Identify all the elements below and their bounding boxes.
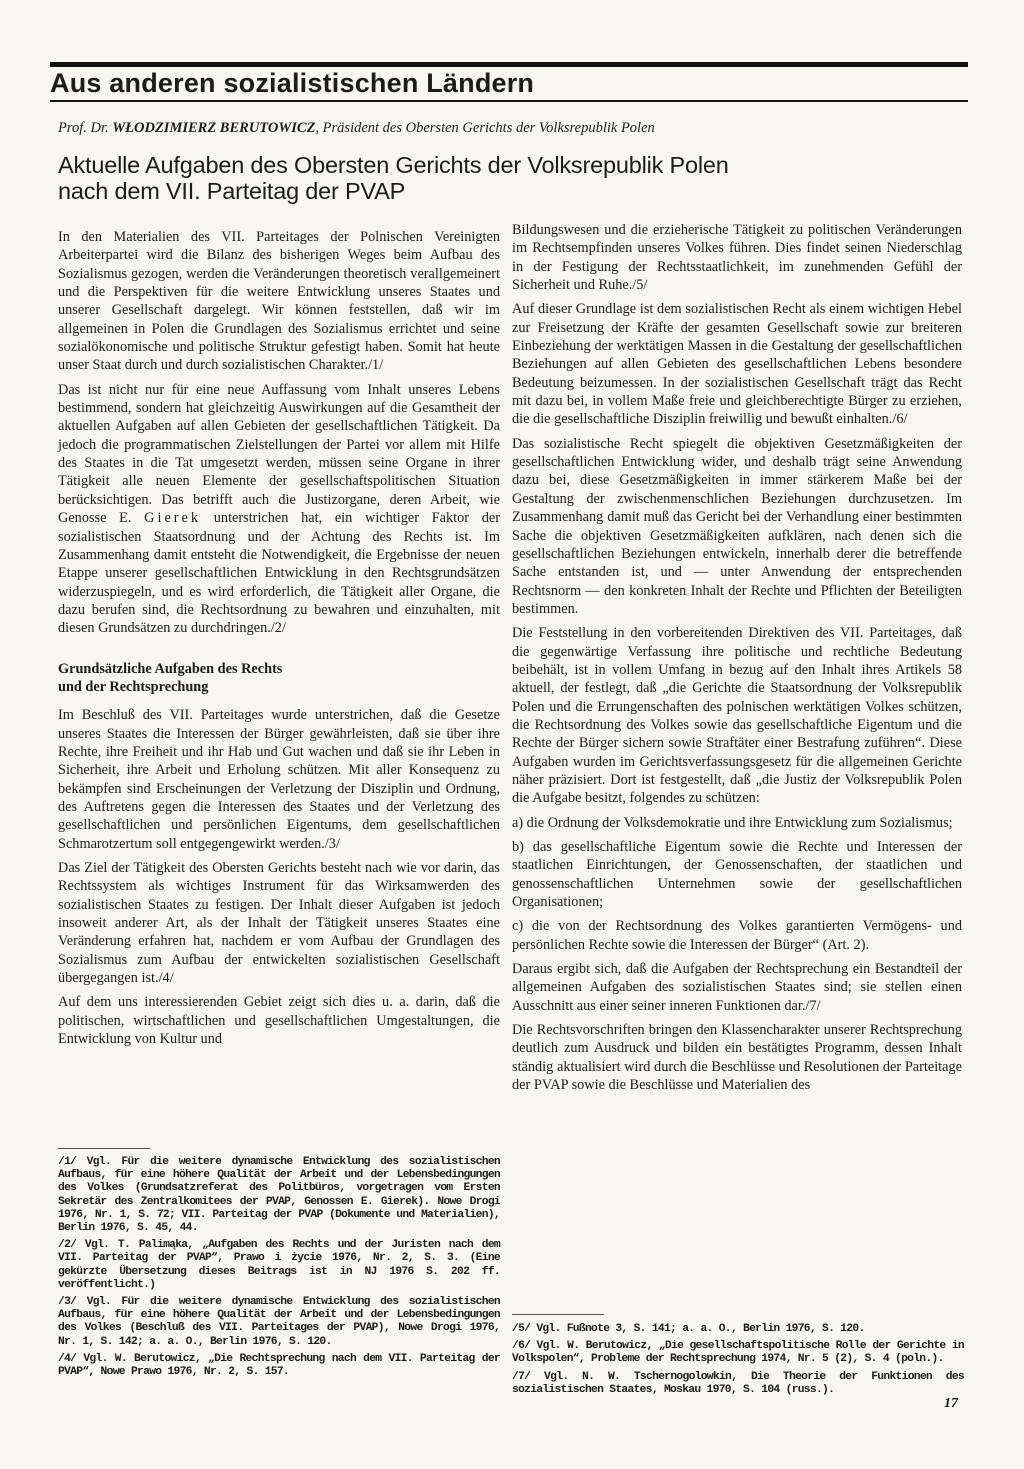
left-column <box>58 228 500 1054</box>
paragraph: Die Rechtsvorschriften bringen den Klassencharakter unserer Rechtsprechung deutlich zum Ausdruck und bilden ein bestätigtes Programm, dessen Inhalt ständig aktualisiert wird durch die Beschlüsse und Resolutionen der Parteitage der PVAP sowie die Beschlüsse und Materialien des <box>512 1022 962 1094</box>
subheading-line-2: und der Rechtsprechung <box>58 678 209 695</box>
author-name: WŁODZIMIERZ BERUTOWICZ <box>112 120 316 136</box>
author-prefix: Prof. Dr. <box>58 120 109 136</box>
paragraph: Bildungswesen und die erzieherische Tätigkeit zu politischen Veränderungen im Rechtsempfinden unseres Volkes führen. Dies findet seinen Niederschlag in der Festigung der Rechtsstaatlichkeit, im zunehmenden Gefühl der Sicherheit und Ruhe./5/ <box>512 222 962 294</box>
footnote-rule-left <box>58 1148 150 1149</box>
article-title-line-2: nach dem VII. Parteitag der PVAP <box>58 178 406 204</box>
paragraph: Die Feststellung in den vorbereitenden Direktiven des VII. Parteitages, daß die gegenwärtige Verfassung ihre politische und rechtliche Bedeutung beibehält, ist in vollem Umfang in bezug auf den Inhalt ihres Artikels 58 aktuell, der festlegt, daß „die Gerichte die Staatsordnung der Volksrepublik Polen und die Errungenschaften des polnischen werktätigen Volkes schützen, die Rechtsordnung des Volkes sowie das gesellschaftliche Eigentum und die Rechte der Bürger sichern sowie Straftäter einer Bestrafung zuführen“. Diese Aufgaben wurden im Gerichtsverfassungsgesetz für die allgemeinen Gerichte näher präzisiert. Dort ist festgestellt, daß „die Justiz der Volksrepublik Polen die Aufgabe besitzt, folgendes zu schützen: <box>512 625 962 807</box>
paragraph: In den Materialien des VII. Parteitages der Polnischen Vereinigten Arbeiterpartei wird die Bilanz des bisherigen Weges beim Aufbau des Sozialismus gezogen, werden die Veränderungen theoretisch verallgemeinert und die Perspektiven für die weitere Entwicklung unseres Staates und unserer Gesellschaft dargelegt. Wir können feststellen, daß wir im allgemeinen in Polen die Grundlagen des Sozialismus errichtet und seine sozialökonomische und politische Struktur gefestigt haben. Somit hat heute unser Staat durch und durch sozialistischen Charakter./1/ <box>58 229 500 374</box>
paragraph <box>58 381 500 638</box>
list-item: a) die Ordnung der Volksdemokratie und ihre Entwicklung zum Sozialismus; <box>512 814 953 831</box>
footnote: /4/ Vgl. W. Berutowicz, „Die Rechtsprechung nach dem VII. Parteitag der PVAP“, Nowe Prawo 1976, Nr. 2, S. 157. <box>58 1352 500 1379</box>
paragraph: Im Beschluß des VII. Parteitages wurde unterstrichen, daß die Gesetze unseres Staates die Interessen der Bürger gewährleisten, daß sie über ihre Rechte, ihre Freiheit und ihr Hab und Gut wachen und daß sie ihr Leben in Sicherheit, ihre Arbeit und Erholung schützen. Mit aller Konsequenz zu bekämpfen sind Erscheinungen der Verletzung der Disziplin und Ordnung, des Auftretens gegen die Interessen des Staates und der Verletzung des gesellschaftlichen und persönlichen Eigentums, dem gesellschaftlichen Schmarotzertum soll entgegengewirkt werden./3/ <box>58 707 500 852</box>
paragraph-part: unterstrichen hat, ein wichtiger Faktor der sozialistischen Staatsordnung und der Achtung des Rechts ist. Im Zusammenhang damit entsteht die Notwendigkeit, die Ergebnisse der neuen Etappe unserer gesellschaftlichen Entwicklung in den Rechtsgrundsätzen widerzuspiegeln, und es wird erforderlich, die Tätigkeit aller Organe, die dazu berufen sind, die Rechtsordnung zu bewahren und einzuhalten, mit diesen Grundsätzen zu durchdringen./2/ <box>58 510 500 637</box>
footnote: /3/ Vgl. Für die weitere dynamische Entwicklung des sozialistischen Aufbaus, für eine höhere Qualität der Arbeit und der Lebensbedingungen des Volkes (Beschluß des VII. Parteitages der PVAP), Nowe Drogi 1976, Nr. 1, S. 142; a. a. O., Berlin 1976, S. 120. <box>58 1296 500 1348</box>
paragraph: Das Ziel der Tätigkeit des Obersten Gerichts besteht nach wie vor darin, das Rechtssystem als wichtiges Instrument für das Wirksamwerden des sozialistischen Staates zu festigen. Der Inhalt dieser Aufgaben ist jedoch insoweit anderer Art, als der Inhalt der Tätigkeit unseres Staates eine Veränderung erfahren hat, nachdem er vom Aufbau der Grundlagen des Sozialismus zum Aufbau der entwickelten sozialistischen Gesellschaft übergegangen ist./4/ <box>58 860 500 987</box>
paragraph: Das sozialistische Recht spiegelt die objektiven Gesetzmäßigkeiten der gesellschaftlichen Entwicklung wider, und deshalb trägt seine Anwendung dazu bei, diese Gesetzmäßigkeiten in immer stärkerem Maße bei der Gestaltung der zwischenmenschlichen Beziehungen durchzusetzen. Im Zusammenhang damit muß das Gericht bei der Verhandlung einer bestimmten Sache die objektiven Gesetzmäßigkeiten aufklären, nach denen sich die gesellschaftlichen Beziehungen entwickeln, innerhalb derer die betreffende Sache entstanden ist, und — unter Anwendung der entsprechenden Rechtsnorm — den konkreten Inhalt der Rechte und Pflichten der Beteiligten bestimmen. <box>512 435 962 617</box>
article-title <box>58 152 963 204</box>
article-title-line-1: Aktuelle Aufgaben des Obersten Gerichts der Volksrepublik Polen <box>58 152 729 178</box>
section-title: Aus anderen sozialistischen Ländern <box>50 67 546 100</box>
footnote: /5/ Vgl. Fußnote 3, S. 141; a. a. O., Berlin 1976, S. 120. <box>512 1323 865 1335</box>
footnotes-left <box>58 1156 500 1383</box>
author-role: , Präsident des Obersten Gerichts der Volksrepublik Polen <box>315 120 655 136</box>
footnote: /1/ Vgl. Für die weitere dynamische Entwicklung des sozialistischen Aufbaus, für eine höhere Qualität der Arbeit und der Lebensbedingungen des Volkes (Grundsatzreferat des Politbüros, vorgetragen vom Ersten Sekretär des Zentralkomitees der PVAP, Genossen E. Gierek). Nowe Drogi 1976, Nr. 1, S. 72; VII. Parteitag der PVAP (Dokumente und Materialien), Berlin 1976, S. 45, 44. <box>58 1156 500 1235</box>
footnote: /6/ Vgl. W. Berutowicz, „Die gesellschaftspolitische Rolle der Gerichte in Volkspolen“, Probleme der Rechtsprechung 1974, Nr. 5 (2), S. 4 (poln.). <box>512 1340 964 1366</box>
page-number: 17 <box>944 1396 958 1411</box>
subheading <box>58 660 500 697</box>
right-column <box>512 221 962 1100</box>
footnote-rule-right <box>512 1314 604 1315</box>
footnote: /2/ Vgl. T. Palimąka, „Aufgaben des Rechts und der Juristen nach dem VII. Parteitag der PVAP“, Prawo i życie 1976, Nr. 2, S. 3. (Eine gekürzte Übersetzung dieses Beitrags ist in NJ 1976 S. 202 ff. veröffentlicht.) <box>58 1239 500 1291</box>
footnote: /7/ Vgl. N. W. Tschernogolowkin, Die Theorie der Funktionen des sozialistischen Staates, Moskau 1970, S. 104 (russ.). <box>512 1370 964 1396</box>
paragraph-part: Das ist nicht nur für eine neue Auffassung vom Inhalt unseres Lebens bestimmend, sondern hat gleichzeitig Auswirkungen auf die Gesamtheit der aktuellen Aufgaben auf allen Gebieten der gesellschaftlichen Tätigkeit. Da jedoch die programmatischen Zielstellungen der Partei vor allem mit Hilfe des Staates in die Tat umgesetzt werden, müssen seine Organe in ihrer Tätigkeit alle neuen Elemente der gesellschaftspolitischen Situation berücksichtigen. Das betrifft auch die Justizorgane, deren Arbeit, wie Genosse E. <box>58 381 500 527</box>
list-item: c) die von der Rechtsordnung des Volkes garantierten Vermögens- und persönlichen Rechte sowie die Interessen der Bürger“ (Art. 2). <box>512 918 962 953</box>
person-name: Gierek <box>144 510 202 527</box>
list-item: b) das gesellschaftliche Eigentum sowie die Rechte und Interessen der staatlichen Einrichtungen, der Genossenschaften, der staatlichen und genossenschaftlichen Unternehmen sowie der gesellschaftlichen Organisationen; <box>512 839 962 911</box>
subheading-line-1: Grundsätzliche Aufgaben des Rechts <box>58 660 283 677</box>
paragraph: Auf dem uns interessierenden Gebiet zeigt sich dies u. a. darin, daß die politischen, wirtschaftlichen und gesellschaftlichen Umgestaltungen, die Entwicklung von Kultur und <box>58 994 500 1048</box>
paragraph: Auf dieser Grundlage ist dem sozialistischen Recht als einem wichtigen Hebel zur Freisetzung der Kräfte der gesamten Gesellschaft sowie zur breiteren Einbeziehung der werktätigen Massen in die Gestaltung der gesellschaftlichen Beziehungen auf allen Gebieten des gesellschaftlichen Lebens besondere Bedeutung beizumessen. In der sozialistischen Gesellschaft trägt das Recht mit dazu bei, in vollem Maße freie und gleichberechtigte Bürger zu erziehen, die die gesellschaftliche Disziplin freiwillig und bewußt einhalten./6/ <box>512 301 962 428</box>
author-line <box>58 120 963 137</box>
paragraph: Daraus ergibt sich, daß die Aufgaben der Rechtsprechung ein Bestandteil der allgemeinen Aufgaben des sozialistischen Staates sind; sie stellen einen Ausschnitt aus einer seiner inneren Funktionen dar./7/ <box>512 961 962 1014</box>
footnotes-right <box>512 1323 964 1401</box>
section-header <box>50 62 968 102</box>
